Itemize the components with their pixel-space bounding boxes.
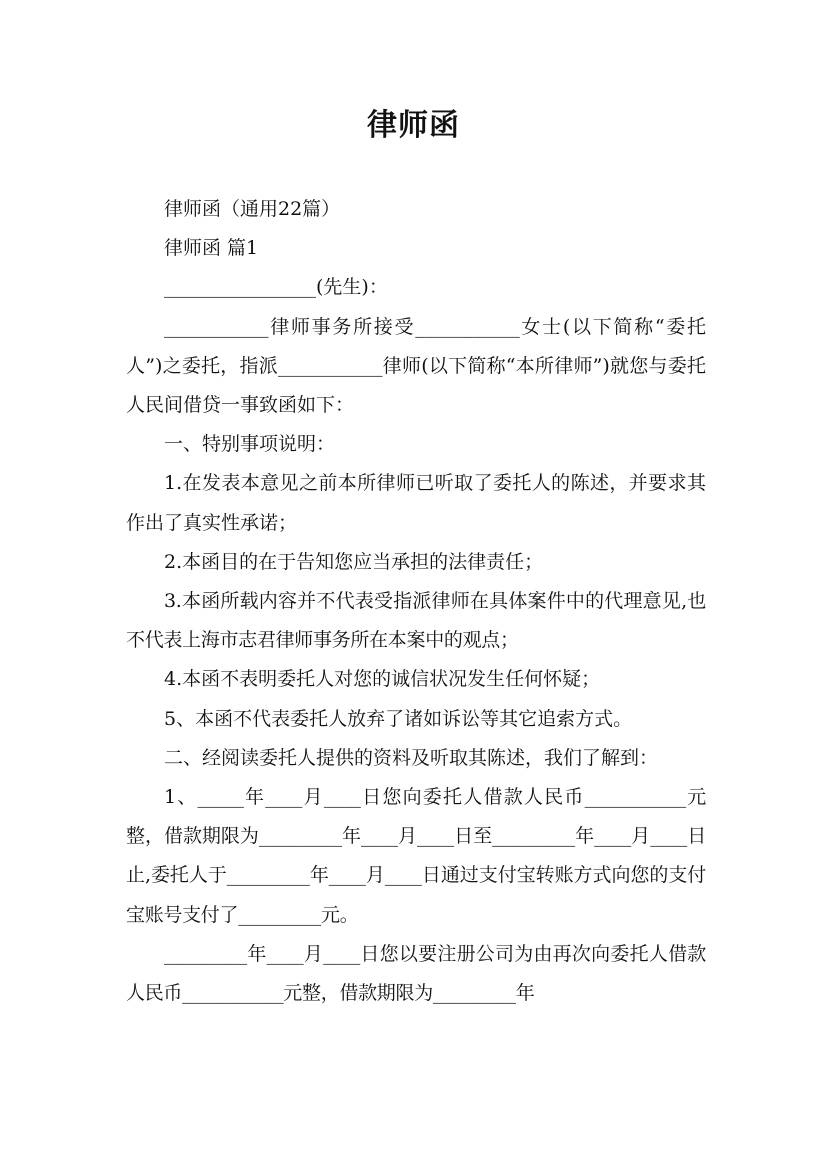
special-item-1: 1.在发表本意见之前本所律师已听取了委托人的陈述，并要求其作出了真实性承诺； (126, 472, 706, 534)
document-title: 律师函 (367, 108, 460, 143)
fact-paragraph-2: _________年____月____日您以要注册公司为由再次向委托人借款人民币___________元整，借款期限为_________年 (126, 942, 706, 1005)
special-item-5: 5、本函不代表委托人放弃了诸如诉讼等其它追索方式。 (164, 707, 633, 730)
facts-heading: 二、经阅读委托人提供的资料及听取其陈述，我们了解到： (164, 746, 659, 769)
fact-paragraph-1: 1、_____年____月____日您向委托人借款人民币___________元整，借款期限为_________年____月____日至_________年____月____日止,委托人于_________年____月____日通过支付宝转账方式向您的支付宝账号支付了_________元。 (126, 786, 706, 926)
addressee-line: ________________(先生)： (164, 276, 388, 299)
special-item-3: 3.本函所载内容并不代表受指派律师在具体案件中的代理意见,也不代表上海市志君律师事务所在本案中的观点； (126, 590, 706, 652)
special-item-2: 2.本函目的在于告知您应当承担的法律责任； (164, 550, 544, 573)
document-body (126, 190, 706, 1013)
intro-paragraph: ___________律师事务所接受___________女士(以下简称“委托人”)之委托，指派___________律师(以下简称“本所律师”)就您与委托人民间借贷一事致函如下： (126, 315, 706, 417)
special-item-4: 4.本函不表明委托人对您的诚信状况发生任何怀疑； (164, 668, 601, 691)
subtitle-line: 律师函（通用22篇） (164, 198, 341, 220)
section-heading: 律师函 篇1 (164, 237, 259, 260)
special-items-heading: 一、特别事项说明： (164, 433, 336, 456)
